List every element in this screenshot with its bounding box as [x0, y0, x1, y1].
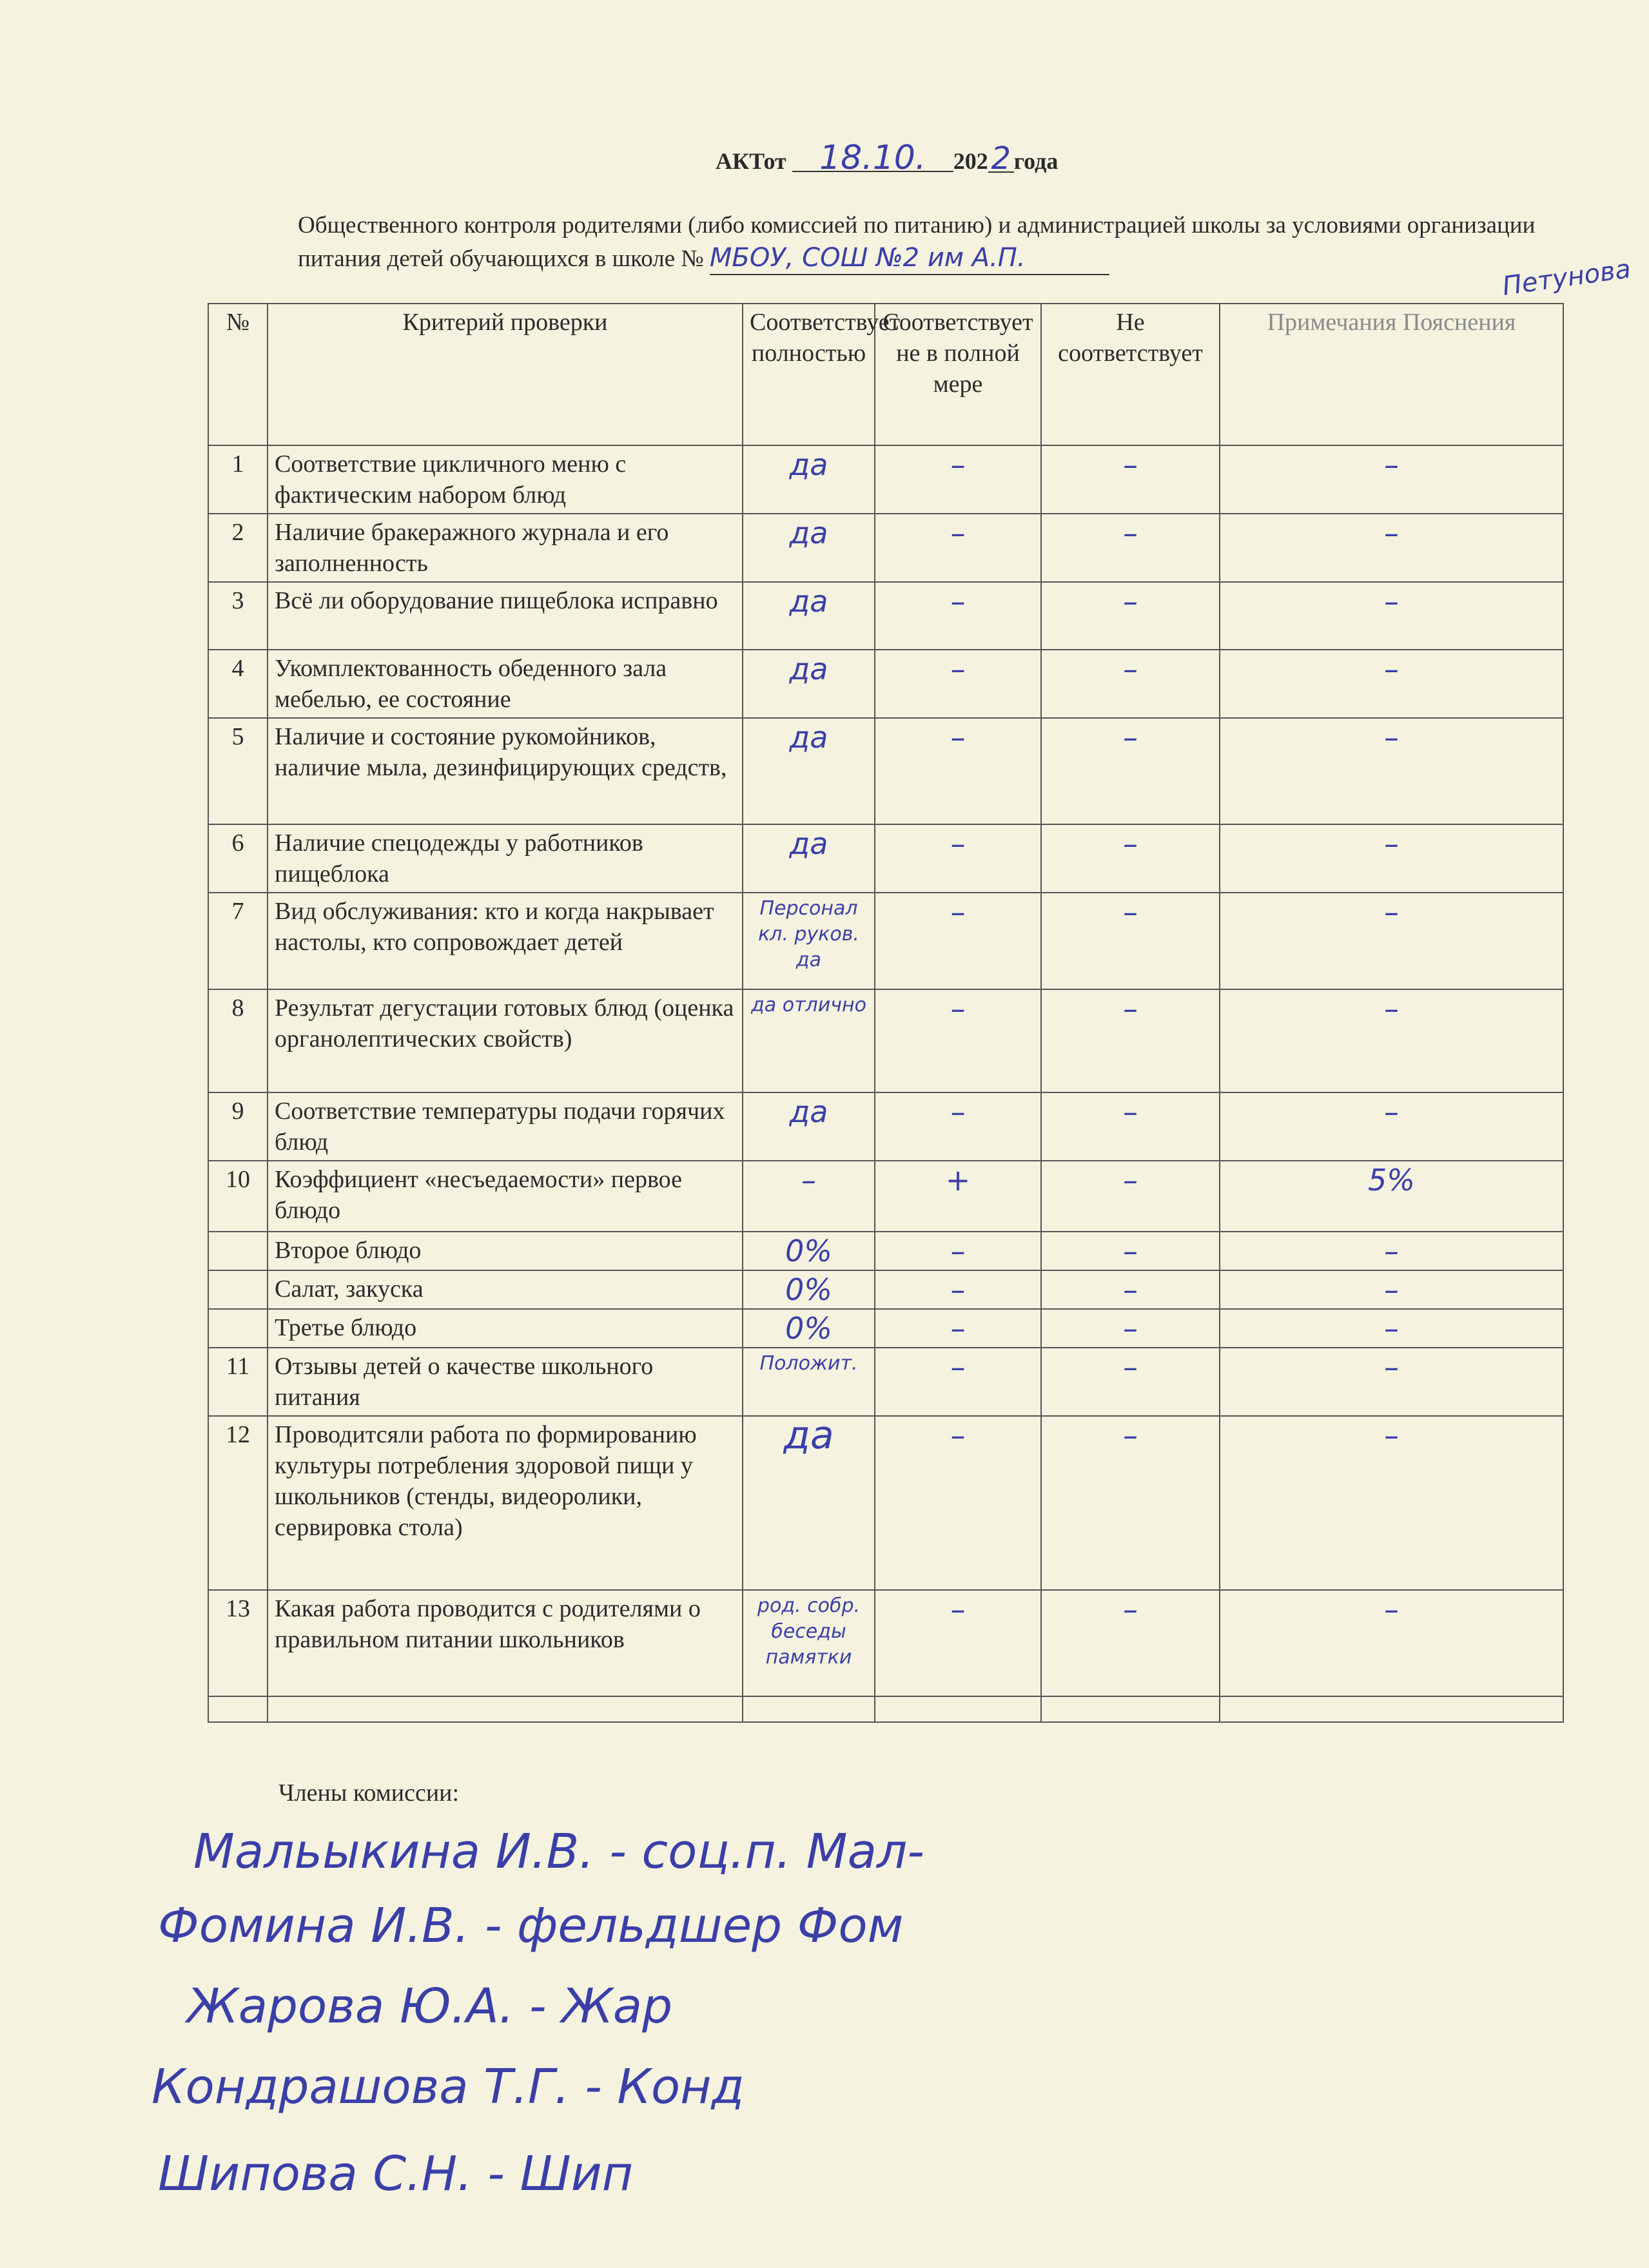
- signature-line-3: Жарова Ю.А. - Жар: [187, 1979, 673, 2034]
- table-row: [208, 1348, 1563, 1416]
- cell-full-compliance: да: [743, 445, 875, 514]
- table-row: [208, 582, 1563, 650]
- cell-non-compliance: –: [1041, 718, 1220, 824]
- cell-partial-compliance: –: [875, 1309, 1041, 1348]
- cell-non-compliance: [1041, 1696, 1220, 1722]
- cell-notes: –: [1220, 1092, 1563, 1161]
- signature-line-2: Фомина И.В. - фельдшер Фом: [158, 1898, 904, 1953]
- table-row: [208, 650, 1563, 718]
- cell-non-compliance: –: [1041, 1348, 1220, 1416]
- document-subtitle: [298, 209, 1574, 275]
- row-number: 11: [208, 1348, 268, 1416]
- table-body: [208, 445, 1563, 1722]
- row-criterion: Наличие бракеражного журнала и его заполненность: [268, 514, 743, 582]
- cell-notes: –: [1220, 1232, 1563, 1270]
- table-row: [208, 1161, 1563, 1232]
- cell-non-compliance: –: [1041, 1232, 1220, 1270]
- cell-full-compliance: да: [743, 824, 875, 893]
- row-criterion: Наличие спецодежды у работников пищеблока: [268, 824, 743, 893]
- row-number: [208, 1309, 268, 1348]
- cell-partial-compliance: –: [875, 582, 1041, 650]
- table-row: [208, 824, 1563, 893]
- cell-non-compliance: –: [1041, 989, 1220, 1092]
- row-number: 13: [208, 1590, 268, 1696]
- cell-full-compliance: да: [743, 514, 875, 582]
- cell-notes: –: [1220, 1590, 1563, 1696]
- row-criterion: Какая работа проводится с родителями о правильном питании школьников: [268, 1590, 743, 1696]
- cell-partial-compliance: [875, 1696, 1041, 1722]
- row-criterion: Отзывы детей о качестве школьного питания: [268, 1348, 743, 1416]
- cell-partial-compliance: –: [875, 1270, 1041, 1309]
- table-row: [208, 1696, 1563, 1722]
- row-number: 3: [208, 582, 268, 650]
- document-title: [716, 139, 1059, 177]
- act-year-digit: 2: [988, 146, 1014, 173]
- cell-full-compliance: да отлично: [743, 989, 875, 1092]
- commission-members-label: Члены комиссии:: [278, 1779, 460, 1807]
- row-criterion: Укомплектованность обеденного зала мебелью, ее состояние: [268, 650, 743, 718]
- col-header-number: №: [208, 304, 268, 445]
- cell-full-compliance: Положит.: [743, 1348, 875, 1416]
- row-number: 2: [208, 514, 268, 582]
- col-header-full-compliance: Соответствует полностью: [743, 304, 875, 445]
- table-row: [208, 989, 1563, 1092]
- title-suffix: года: [1013, 148, 1059, 174]
- col-header-notes: Примечания Пояснения: [1220, 304, 1563, 445]
- table-row: [208, 1092, 1563, 1161]
- cell-non-compliance: –: [1041, 650, 1220, 718]
- cell-partial-compliance: –: [875, 893, 1041, 989]
- table-row: [208, 1416, 1563, 1590]
- cell-partial-compliance: –: [875, 718, 1041, 824]
- table-row: [208, 1309, 1563, 1348]
- row-criterion: Соответствие температуры подачи горячих блюд: [268, 1092, 743, 1161]
- cell-full-compliance: 0%: [743, 1309, 875, 1348]
- cell-full-compliance: да: [743, 718, 875, 824]
- cell-notes: 5%: [1220, 1161, 1563, 1232]
- cell-full-compliance: [743, 1696, 875, 1722]
- row-criterion: Третье блюдо: [268, 1309, 743, 1348]
- signature-line-5: Шипова С.Н. - Шип: [158, 2146, 634, 2202]
- row-number: 5: [208, 718, 268, 824]
- cell-non-compliance: –: [1041, 824, 1220, 893]
- act-date: 18.10.: [792, 145, 953, 172]
- cell-non-compliance: –: [1041, 445, 1220, 514]
- cell-notes: –: [1220, 1309, 1563, 1348]
- table-row: [208, 893, 1563, 989]
- signature-line-4: Кондрашова Т.Г. - Конд: [151, 2059, 745, 2115]
- table-row: [208, 1590, 1563, 1696]
- cell-non-compliance: –: [1041, 514, 1220, 582]
- col-header-criterion: Критерий проверки: [268, 304, 743, 445]
- cell-partial-compliance: –: [875, 650, 1041, 718]
- cell-notes: –: [1220, 1270, 1563, 1309]
- row-number: [208, 1270, 268, 1309]
- cell-partial-compliance: –: [875, 824, 1041, 893]
- cell-non-compliance: –: [1041, 1590, 1220, 1696]
- cell-non-compliance: –: [1041, 1161, 1220, 1232]
- row-number: 12: [208, 1416, 268, 1590]
- cell-notes: –: [1220, 1348, 1563, 1416]
- row-number: 8: [208, 989, 268, 1092]
- cell-non-compliance: –: [1041, 1416, 1220, 1590]
- row-criterion: Соответствие цикличного меню с фактическим набором блюд: [268, 445, 743, 514]
- cell-notes: –: [1220, 650, 1563, 718]
- subtitle-text: Общественного контроля родителями (либо комиссией по питанию) и администрацией школы за условиями организации питания детей обучающихся в школе №: [298, 212, 1536, 272]
- cell-full-compliance: да: [743, 1416, 875, 1590]
- cell-partial-compliance: –: [875, 445, 1041, 514]
- cell-notes: –: [1220, 1416, 1563, 1590]
- cell-non-compliance: –: [1041, 1092, 1220, 1161]
- cell-partial-compliance: –: [875, 514, 1041, 582]
- table-header-row: [208, 304, 1563, 445]
- cell-notes: –: [1220, 718, 1563, 824]
- row-number: 10: [208, 1161, 268, 1232]
- cell-notes: –: [1220, 893, 1563, 989]
- table-row: [208, 514, 1563, 582]
- cell-full-compliance: род. собр. беседы памятки: [743, 1590, 875, 1696]
- cell-full-compliance: 0%: [743, 1270, 875, 1309]
- signature-line-1: Мальыкина И.В. - соц.п. Мал-: [193, 1824, 924, 1879]
- row-number: 9: [208, 1092, 268, 1161]
- cell-partial-compliance: –: [875, 989, 1041, 1092]
- cell-partial-compliance: –: [875, 1092, 1041, 1161]
- year-prefix: 202: [953, 148, 988, 174]
- col-header-non-compliance: Не соответствует: [1041, 304, 1220, 445]
- title-prefix: АКТот: [716, 148, 786, 174]
- cell-partial-compliance: –: [875, 1348, 1041, 1416]
- row-number: [208, 1696, 268, 1722]
- table-row: [208, 445, 1563, 514]
- cell-full-compliance: 0%: [743, 1232, 875, 1270]
- table-row: [208, 718, 1563, 824]
- row-criterion: Вид обслуживания: кто и когда накрывает настолы, кто сопровождает детей: [268, 893, 743, 989]
- col-header-partial-compliance: Соответствует не в полной мере: [875, 304, 1041, 445]
- row-criterion: [268, 1696, 743, 1722]
- row-number: 1: [208, 445, 268, 514]
- table-row: [208, 1232, 1563, 1270]
- cell-notes: –: [1220, 989, 1563, 1092]
- row-criterion: Всё ли оборудование пищеблока исправно: [268, 582, 743, 650]
- table-row: [208, 1270, 1563, 1309]
- cell-notes: –: [1220, 445, 1563, 514]
- cell-full-compliance: да: [743, 582, 875, 650]
- cell-notes: [1220, 1696, 1563, 1722]
- row-criterion: Салат, закуска: [268, 1270, 743, 1309]
- cell-non-compliance: –: [1041, 582, 1220, 650]
- cell-full-compliance: да: [743, 650, 875, 718]
- row-criterion: Коэффициент «несъедаемости» первое блюдо: [268, 1161, 743, 1232]
- row-criterion: Результат дегустации готовых блюд (оценка органолептических свойств): [268, 989, 743, 1092]
- cell-notes: –: [1220, 824, 1563, 893]
- cell-non-compliance: –: [1041, 1270, 1220, 1309]
- row-criterion: Второе блюдо: [268, 1232, 743, 1270]
- cell-partial-compliance: –: [875, 1416, 1041, 1590]
- row-number: 4: [208, 650, 268, 718]
- cell-full-compliance: –: [743, 1161, 875, 1232]
- cell-partial-compliance: +: [875, 1161, 1041, 1232]
- cell-full-compliance: да: [743, 1092, 875, 1161]
- school-number: МБОУ, СОШ №2 им А.П.: [710, 242, 1109, 275]
- school-name-continuation: Петунова: [1500, 254, 1633, 302]
- inspection-table: [208, 303, 1564, 1723]
- row-number: 7: [208, 893, 268, 989]
- cell-non-compliance: –: [1041, 893, 1220, 989]
- row-number: [208, 1232, 268, 1270]
- cell-full-compliance: Персонал кл. руков. да: [743, 893, 875, 989]
- cell-partial-compliance: –: [875, 1232, 1041, 1270]
- cell-notes: –: [1220, 582, 1563, 650]
- cell-partial-compliance: –: [875, 1590, 1041, 1696]
- row-criterion: Проводитсяли работа по формированию культуры потребления здоровой пищи у школьников (стенды, видеоролики, сервировка стола): [268, 1416, 743, 1590]
- cell-notes: –: [1220, 514, 1563, 582]
- cell-non-compliance: –: [1041, 1309, 1220, 1348]
- row-criterion: Наличие и состояние рукомойников, наличие мыла, дезинфицирующих средств,: [268, 718, 743, 824]
- row-number: 6: [208, 824, 268, 893]
